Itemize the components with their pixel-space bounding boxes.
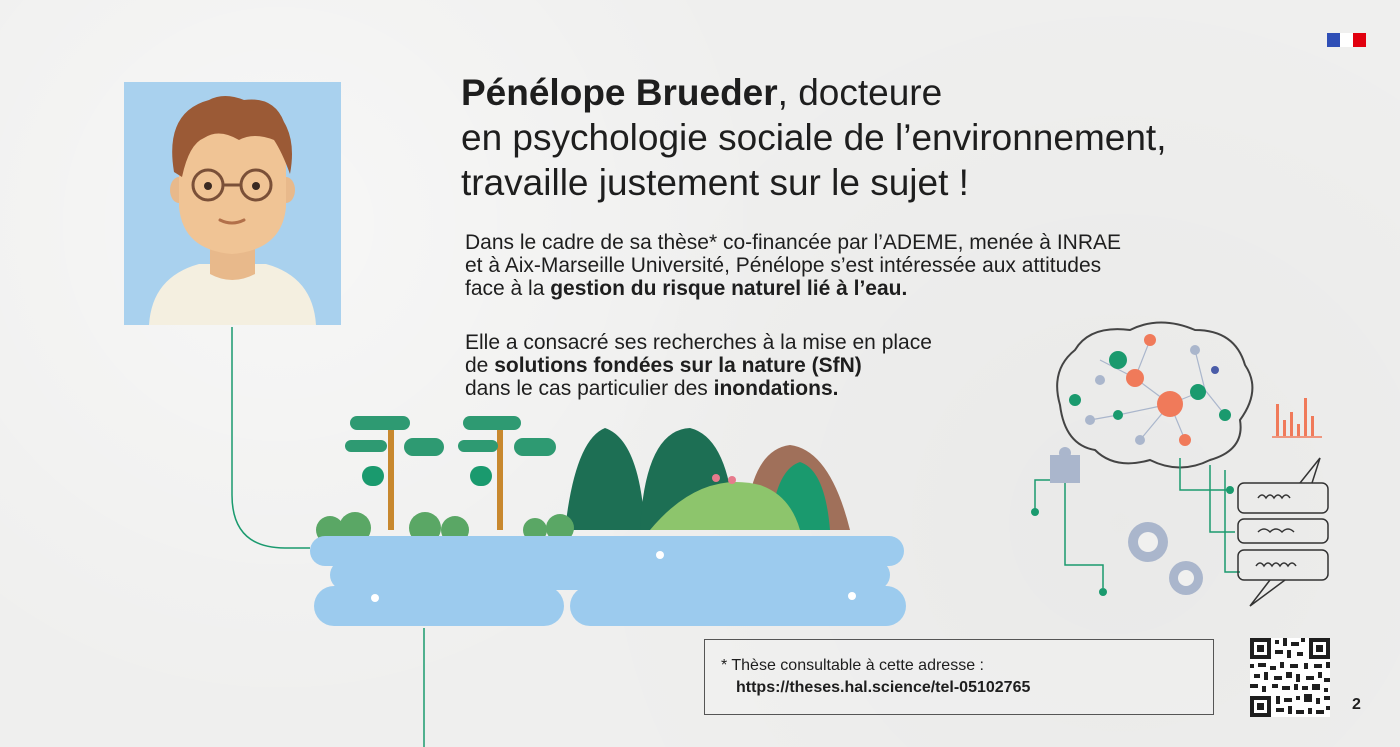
paragraph2-line3-start: dans le cas particulier des	[465, 377, 714, 400]
paragraph1-line3-bold: gestion du risque naturel lié à l’eau.	[550, 277, 908, 300]
nature-landscape-illustration	[310, 416, 906, 626]
footnote-box	[704, 639, 1214, 715]
paragraph1-line2: et à Aix-Marseille Université, Pénélope s’est intéressée aux attitudes	[465, 254, 1102, 277]
title-line1-rest: , docteure	[777, 72, 943, 113]
page-number: 2	[1352, 696, 1361, 713]
paragraph1-line3-start: face à la	[465, 277, 551, 300]
bar-chart-icon	[1276, 398, 1314, 436]
paragraph2-line2-start: de	[465, 354, 495, 377]
brain-network-illustration	[1031, 323, 1328, 607]
paragraph2-line3-bold: inondations.	[713, 377, 839, 400]
title-line2: en psychologie sociale de l’environnement,	[461, 117, 1167, 158]
person-name: Pénélope Brueder	[461, 72, 778, 113]
paragraph2-line2-bold: solutions fondées sur la nature (SfN)	[494, 354, 862, 377]
qr-code-icon[interactable]	[1250, 638, 1330, 717]
speech-bubbles-icon	[1238, 458, 1328, 606]
timeline-connector-line	[232, 327, 310, 548]
gear-icon	[1128, 522, 1168, 562]
paragraph1-line1: Dans le cadre de sa thèse* co-financée par l’ADEME, menée à INRAE	[465, 231, 1121, 254]
paragraph2-line1: Elle a consacré ses recherches à la mise en place	[465, 331, 932, 354]
thesis-url-link[interactable]: https://theses.hal.science/tel-05102765	[736, 679, 1031, 696]
footnote-label: * Thèse consultable à cette adresse :	[721, 657, 984, 674]
gear-icon-small	[1169, 561, 1203, 595]
title-line3: travaille justement sur le sujet !	[461, 162, 969, 203]
